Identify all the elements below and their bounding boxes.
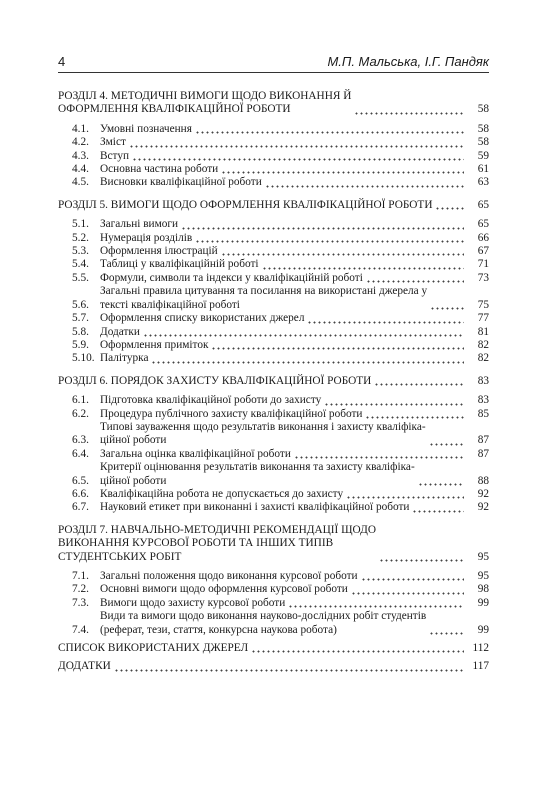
- toc-section-title: Таблиці у кваліфікаційній роботі: [100, 258, 259, 271]
- toc-section-title: Вимоги щодо захисту курсової роботи: [100, 596, 286, 609]
- running-head-authors: М.П. Мальська, І.Г. Пандяк: [327, 54, 489, 69]
- toc-section-number: 5.2.: [72, 231, 89, 244]
- toc-chapter-title: ДОДАТКИ: [58, 660, 111, 673]
- toc-page-number: 87: [477, 434, 489, 447]
- toc-chapter-title: РОЗДІЛ 5. ВИМОГИ ЩОДО ОФОРМЛЕННЯ КВАЛІФІКАЦІЙНОЇ РОБОТИ: [58, 198, 433, 211]
- toc-leader-dots: [265, 178, 464, 188]
- toc-leader-dots: [354, 105, 464, 115]
- toc-page-number: 58: [477, 136, 489, 149]
- toc-leader-dots: [366, 273, 464, 283]
- toc-section-title: Основна частина роботи: [100, 163, 219, 176]
- toc-section-number: 6.5.: [72, 474, 89, 487]
- toc-section-entry: [58, 245, 489, 258]
- toc-section-number: 7.4.: [72, 623, 89, 636]
- toc-page-number: 77: [477, 312, 489, 325]
- toc-section-title: Кваліфікаційна робота не допускається до захисту: [100, 487, 344, 500]
- toc-section-entry: [58, 394, 489, 407]
- toc-section-entry: [58, 285, 489, 312]
- toc-section-entry: [58, 218, 489, 231]
- toc-page-number: 99: [477, 623, 489, 636]
- toc-page-number: 81: [477, 325, 489, 338]
- toc-leader-dots: [143, 327, 464, 337]
- toc-section-number: 5.10.: [72, 352, 95, 365]
- toc-section-entry: [58, 421, 489, 448]
- toc-section-entry: [58, 272, 489, 285]
- toc-section-number: 7.3.: [72, 596, 89, 609]
- toc-section-number: 4.3.: [72, 149, 89, 162]
- toc-leader-dots: [288, 598, 464, 608]
- toc-leader-dots: [195, 233, 464, 243]
- toc-section-number: 5.5.: [72, 271, 89, 284]
- toc-page-number: 117: [472, 660, 489, 673]
- toc-leader-dots: [365, 409, 464, 419]
- toc-chapter-entry: [58, 524, 489, 564]
- toc-section-entry: [58, 136, 489, 149]
- toc-section-entry: [58, 176, 489, 189]
- toc-section-entry: [58, 258, 489, 271]
- toc-page-number: 85: [477, 407, 489, 420]
- toc-section-title: Основні вимоги щодо оформлення курсової роботи: [100, 583, 348, 596]
- toc-page-number: 66: [477, 231, 489, 244]
- toc-leader-dots: [429, 436, 464, 446]
- toc-section-number: 5.7.: [72, 312, 89, 325]
- toc-leader-dots: [412, 503, 464, 513]
- toc-section-number: 5.6.: [72, 298, 89, 311]
- toc-section-title: Зміст: [100, 136, 126, 149]
- toc-section-entry: [58, 448, 489, 461]
- toc-page-number: 95: [477, 550, 489, 563]
- toc-section-title: Загальна оцінка кваліфікаційної роботи: [100, 447, 291, 460]
- toc-page-number: 98: [477, 583, 489, 596]
- toc-leader-dots: [379, 552, 464, 562]
- toc-section-entry: [58, 326, 489, 339]
- toc-chapter-entry: [58, 90, 489, 117]
- toc-section-title: Формули, символи та індекси у кваліфікаційній роботі: [100, 271, 363, 284]
- toc-section-number: 4.2.: [72, 136, 89, 149]
- toc-section-number: 7.1.: [72, 570, 89, 582]
- toc-page-number: 83: [477, 374, 489, 387]
- toc-leader-dots: [418, 476, 464, 486]
- toc-chapter-title: РОЗДІЛ 4. МЕТОДИЧНІ ВИМОГИ ЩОДО ВИКОНАННЯ Й ОФОРМЛЕННЯ КВАЛІФІКАЦІЙНОЇ РОБОТИ: [58, 90, 352, 116]
- toc-leader-dots: [251, 643, 464, 653]
- toc-section-number: 6.1.: [72, 394, 89, 407]
- toc-leader-dots: [430, 300, 464, 310]
- toc-section-title: Висновки кваліфікаційної роботи: [100, 176, 262, 189]
- toc-section-entry: [58, 583, 489, 596]
- toc-section-title: Критерії оцінювання результатів виконання та захисту кваліфіка- ційної роботи: [100, 461, 415, 487]
- toc-section-number: 6.4.: [72, 447, 89, 460]
- toc-section-title: Підготовка кваліфікаційної роботи до захисту: [100, 394, 322, 407]
- toc-section-number: 6.6.: [72, 487, 89, 500]
- toc-section-entry: [58, 312, 489, 325]
- toc-page-number: 82: [477, 338, 489, 351]
- toc-chapter-title: СПИСОК ВИКОРИСТАНИХ ДЖЕРЕЛ: [58, 642, 249, 655]
- toc-section-number: 4.1.: [72, 122, 89, 135]
- toc-section-number: 5.8.: [72, 325, 89, 338]
- toc-section-number: 5.4.: [72, 258, 89, 271]
- toc-leader-dots: [294, 449, 464, 459]
- toc-leader-dots: [114, 662, 464, 672]
- toc-leader-dots: [181, 220, 464, 230]
- toc-leader-dots: [132, 151, 464, 161]
- toc-page-number: 73: [477, 271, 489, 284]
- toc-section-number: 5.3.: [72, 245, 89, 258]
- toc-leader-dots: [374, 376, 464, 386]
- toc-section-entry: [58, 501, 489, 514]
- toc-page-number: 65: [477, 198, 489, 211]
- toc-section-entry: [58, 461, 489, 488]
- toc-section-number: 4.5.: [72, 176, 89, 189]
- toc-chapter-entry: [58, 660, 489, 673]
- toc-section-entry: [58, 339, 489, 352]
- toc-page-number: 95: [477, 570, 489, 582]
- toc-section-title: Оформлення ілюстрацій: [100, 245, 218, 258]
- toc-leader-dots: [361, 571, 464, 581]
- toc-page-number: 83: [477, 394, 489, 407]
- toc-leader-dots: [221, 164, 464, 174]
- toc-leader-dots: [262, 260, 464, 270]
- toc-leader-dots: [351, 585, 464, 595]
- table-of-contents: [58, 90, 489, 674]
- toc-leader-dots: [324, 396, 464, 406]
- toc-leader-dots: [195, 124, 464, 134]
- toc-section-title: Вступ: [100, 149, 130, 162]
- toc-leader-dots: [346, 489, 464, 499]
- toc-section-title: Загальні вимоги: [100, 218, 179, 231]
- toc-page-number: 87: [477, 447, 489, 460]
- toc-section-entry: [58, 150, 489, 163]
- toc-page-number: 75: [477, 298, 489, 311]
- toc-leader-dots: [435, 200, 464, 210]
- page-header: [58, 52, 489, 73]
- toc-chapter-entry: [58, 199, 489, 212]
- toc-page-number: 63: [477, 176, 489, 189]
- toc-page-number: 65: [477, 218, 489, 231]
- toc-leader-dots: [151, 354, 464, 364]
- toc-page-number: 99: [477, 596, 489, 609]
- toc-page-number: 71: [477, 258, 489, 271]
- toc-section-entry: [58, 488, 489, 501]
- toc-page-number: 61: [477, 163, 489, 176]
- toc-section-title: Оформлення приміток: [100, 338, 209, 351]
- toc-section-title: Типові зауваження щодо результатів виконання і захисту кваліфіка- ційної роботи: [100, 420, 426, 447]
- toc-section-title: Науковий етикет при виконанні і захисті кваліфікаційної роботи: [100, 501, 410, 514]
- toc-page-number: 59: [477, 149, 489, 162]
- toc-section-title: Умовні позначення: [100, 122, 192, 135]
- toc-section-entry: [58, 408, 489, 421]
- toc-section-title: Палітурка: [100, 352, 149, 365]
- toc-page-number: 67: [477, 245, 489, 258]
- toc-section-title: Оформлення списку використаних джерел: [100, 312, 305, 325]
- toc-leader-dots: [429, 625, 464, 635]
- toc-page-number: 58: [477, 122, 489, 135]
- toc-section-entry: [58, 163, 489, 176]
- toc-chapter-title: РОЗДІЛ 6. ПОРЯДОК ЗАХИСТУ КВАЛІФІКАЦІЙНОЇ РОБОТИ: [58, 374, 372, 387]
- toc-page-number: 88: [477, 474, 489, 487]
- toc-section-title: Загальні положення щодо виконання курсової роботи: [100, 570, 358, 582]
- toc-page-number: 58: [477, 103, 489, 116]
- toc-page-number: 112: [472, 642, 489, 655]
- toc-section-entry: [58, 232, 489, 245]
- toc-section-title: Види та вимоги щодо виконання науково-дослідних робіт студентів (реферат, тези, стаття, конкурсна наукова робота): [100, 610, 427, 636]
- toc-section-title: Нумерація розділів: [100, 231, 193, 244]
- toc-section-entry: [58, 610, 489, 637]
- toc-page-number: 92: [477, 487, 489, 500]
- toc-section-number: 5.1.: [72, 218, 89, 231]
- toc-chapter-title: РОЗДІЛ 7. НАВЧАЛЬНО-МЕТОДИЧНІ РЕКОМЕНДАЦІЇ ЩОДО ВИКОНАННЯ КУРСОВОЇ РОБОТИ ТА ІНШИХ ТИПІВ СТУДЕНТСЬКИХ РОБІТ: [58, 523, 376, 563]
- toc-section-number: 7.2.: [72, 583, 89, 596]
- toc-section-entry: [58, 570, 489, 583]
- toc-section-number: 4.4.: [72, 163, 89, 176]
- toc-section-number: 6.3.: [72, 434, 89, 447]
- toc-page-number: 92: [477, 501, 489, 514]
- toc-section-entry: [58, 123, 489, 136]
- toc-leader-dots: [211, 340, 464, 350]
- toc-leader-dots: [129, 138, 464, 148]
- toc-section-entry: [58, 597, 489, 610]
- toc-chapter-entry: [58, 375, 489, 388]
- toc-page-number: 82: [477, 352, 489, 365]
- page-number: 4: [58, 54, 66, 69]
- toc-section-title: Загальні правила цитування та посилання на використані джерела у тексті кваліфікаційної роботі: [100, 285, 428, 311]
- toc-section-title: Процедура публічного захисту кваліфікаційної роботи: [100, 407, 363, 420]
- toc-leader-dots: [221, 246, 464, 256]
- toc-section-number: 5.9.: [72, 338, 89, 351]
- toc-section-number: 6.7.: [72, 501, 89, 514]
- toc-chapter-entry: [58, 642, 489, 655]
- toc-section-number: 6.2.: [72, 407, 89, 420]
- toc-section-title: Додатки: [100, 325, 140, 338]
- toc-section-entry: [58, 352, 489, 365]
- toc-leader-dots: [307, 314, 464, 324]
